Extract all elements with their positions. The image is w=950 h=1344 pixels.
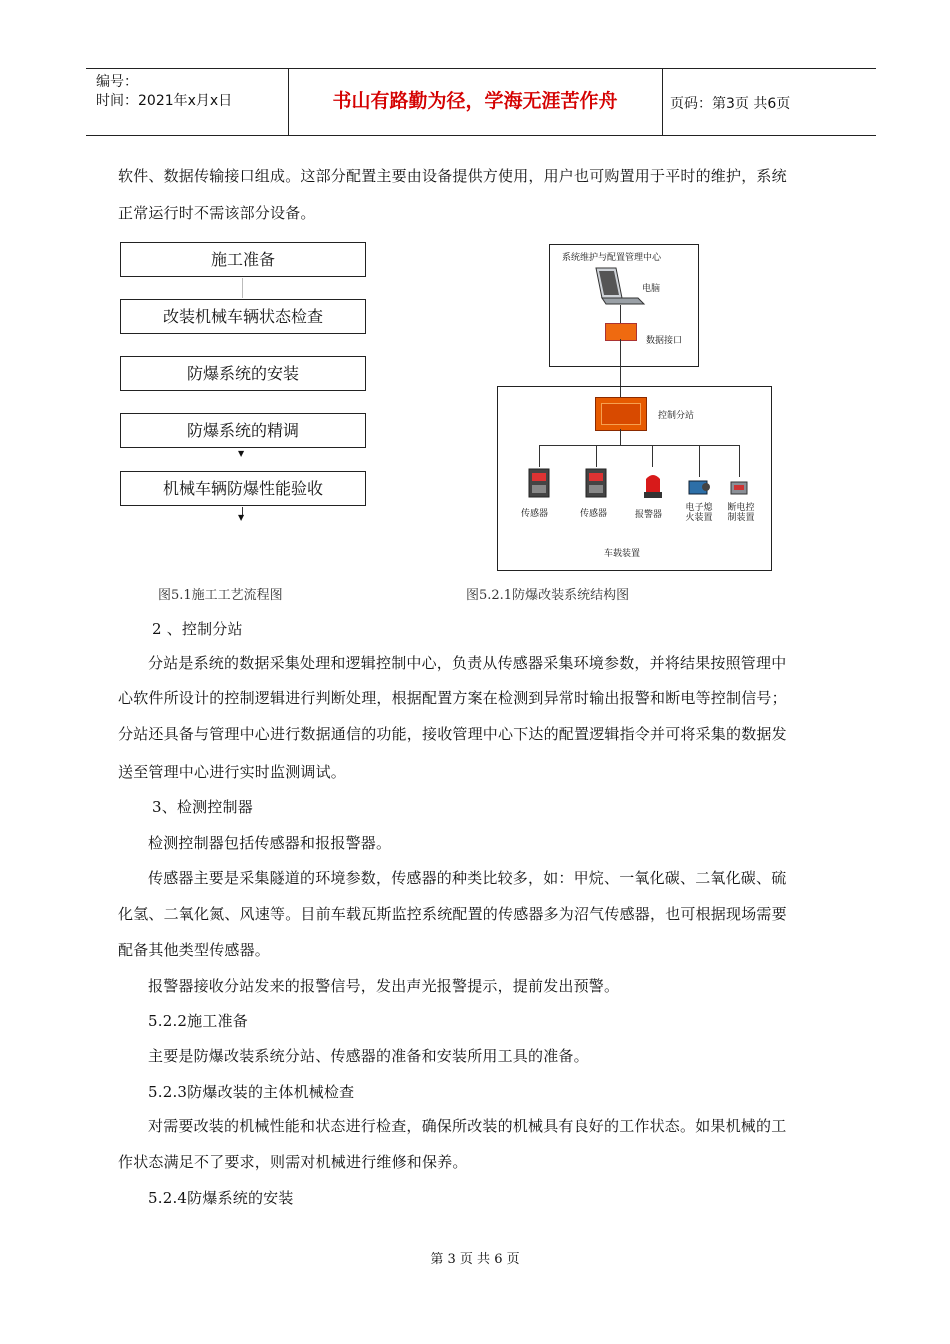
device-label-power-cutoff: 断电控制装置 xyxy=(727,503,755,523)
section-2-line-3: 分站还具备与管理中心进行数据通信的功能，接收管理中心下达的配置逻辑指令并可将采集的数据发 xyxy=(118,725,787,743)
flow-step-4: 防爆系统的精调 xyxy=(120,413,366,448)
branch-line-3 xyxy=(652,445,653,467)
section-3-line-1: 检测控制器包括传感器和报报警器。 xyxy=(148,834,392,852)
flameout-device-icon xyxy=(686,476,712,498)
branch-line-2 xyxy=(596,445,597,467)
header-page-label: 页码：第3页 共6页 xyxy=(670,96,791,112)
section-2-line-1: 分站是系统的数据采集处理和逻辑控制中心，负责从传感器采集环境参数，并将结果按照管理中 xyxy=(148,654,787,672)
intro-line-2: 正常运行时不需该部分设备。 xyxy=(118,204,316,222)
flow-end-arrow-icon: ▼ xyxy=(238,513,245,522)
substation-device xyxy=(595,397,647,431)
header-bottom-rule xyxy=(86,135,876,136)
header-top-rule xyxy=(86,68,876,69)
computer-label: 电脑 xyxy=(642,284,661,294)
sensor-icon xyxy=(583,465,609,501)
flowchart-caption: 图5.1施工工艺流程图 xyxy=(158,588,283,603)
section-523-line-1: 对需要改装的机械性能和状态进行检查，确保所改装的机械具有良好的工作状态。如果机械的工 xyxy=(148,1117,787,1135)
section-3-line-5: 报警器接收分站发来的报警信号，发出声光报警提示，提前发出预警。 xyxy=(148,977,620,995)
section-2-line-4: 送至管理中心进行实时监测调试。 xyxy=(118,763,347,781)
section-2-title: 2 、控制分站 xyxy=(152,620,243,638)
branch-bus-line xyxy=(539,445,739,446)
header-motto: 书山有路勤为径，学海无涯苦作舟 xyxy=(332,90,618,112)
flow-step-3: 防爆系统的安装 xyxy=(120,356,366,391)
branch-line-4 xyxy=(699,445,700,477)
intro-line-1: 软件、数据传输接口组成。这部分配置主要由设备提供方使用，用户也可购置用于平时的维护，系统 xyxy=(118,167,787,185)
section-3-line-2: 传感器主要是采集隧道的环境参数，传感器的种类比较多，如：甲烷、一氧化碳、二氧化碳、硫 xyxy=(148,869,787,887)
data-port-label: 数据接口 xyxy=(646,336,683,346)
device-label-sensor-2: 传感器 xyxy=(580,509,608,519)
section-523-line-2: 作状态满足不了要求，则需对机械进行维修和保养。 xyxy=(118,1153,468,1171)
device-label-sensor-1: 传感器 xyxy=(521,509,549,519)
section-3-title: 3、检测控制器 xyxy=(152,798,253,816)
mgmt-center-title: 系统维护与配置管理中心 xyxy=(562,253,662,263)
page-footer: 第 3 页 共 6 页 xyxy=(430,1252,520,1267)
power-cutoff-icon xyxy=(728,478,750,498)
section-2-line-2: 心软件所设计的控制逻辑进行判断处理，根据配置方案在检测到异常时输出报警和断电等控制信号； xyxy=(118,689,787,707)
substation-down-line xyxy=(620,429,621,445)
doc-time-label: 时间：2021年x月x日 xyxy=(96,93,233,109)
section-3-line-4: 配备其他类型传感器。 xyxy=(118,941,271,959)
section-522-line-1: 主要是防爆改装系统分站、传感器的准备和安装所用工具的准备。 xyxy=(148,1047,589,1065)
laptop-to-port-line xyxy=(620,305,621,323)
laptop-icon xyxy=(586,266,646,308)
device-label-alarm: 报警器 xyxy=(635,510,663,520)
branch-line-1 xyxy=(539,445,540,467)
device-label-flameout: 电子熄火装置 xyxy=(685,503,713,523)
alarm-icon xyxy=(642,470,664,500)
section-522-title: 5.2.2施工准备 xyxy=(148,1012,248,1030)
diagram-caption: 图5.2.1防爆改装系统结构图 xyxy=(466,588,630,603)
flow-step-1: 施工准备 xyxy=(120,242,366,277)
section-523-title: 5.2.3防爆改装的主体机械检查 xyxy=(148,1083,355,1101)
flow-arrow-icon: ▼ xyxy=(238,449,245,458)
vehicle-label: 车载装置 xyxy=(604,549,641,559)
sensor-icon xyxy=(526,465,552,501)
header-divider-2 xyxy=(662,68,663,136)
flow-step-2: 改装机械车辆状态检查 xyxy=(120,299,366,334)
flow-step-5: 机械车辆防爆性能验收 xyxy=(120,471,366,506)
section-524-title: 5.2.4防爆系统的安装 xyxy=(148,1189,294,1207)
data-port-device xyxy=(605,323,637,341)
branch-line-5 xyxy=(739,445,740,477)
section-3-line-3: 化氢、二氧化氮、风速等。目前车载瓦斯监控系统配置的传感器多为沼气传感器，也可根据现场需要 xyxy=(118,905,787,923)
flow-connector-1 xyxy=(242,278,243,298)
substation-label: 控制分站 xyxy=(658,411,695,421)
doc-number-label: 编号： xyxy=(96,74,138,90)
